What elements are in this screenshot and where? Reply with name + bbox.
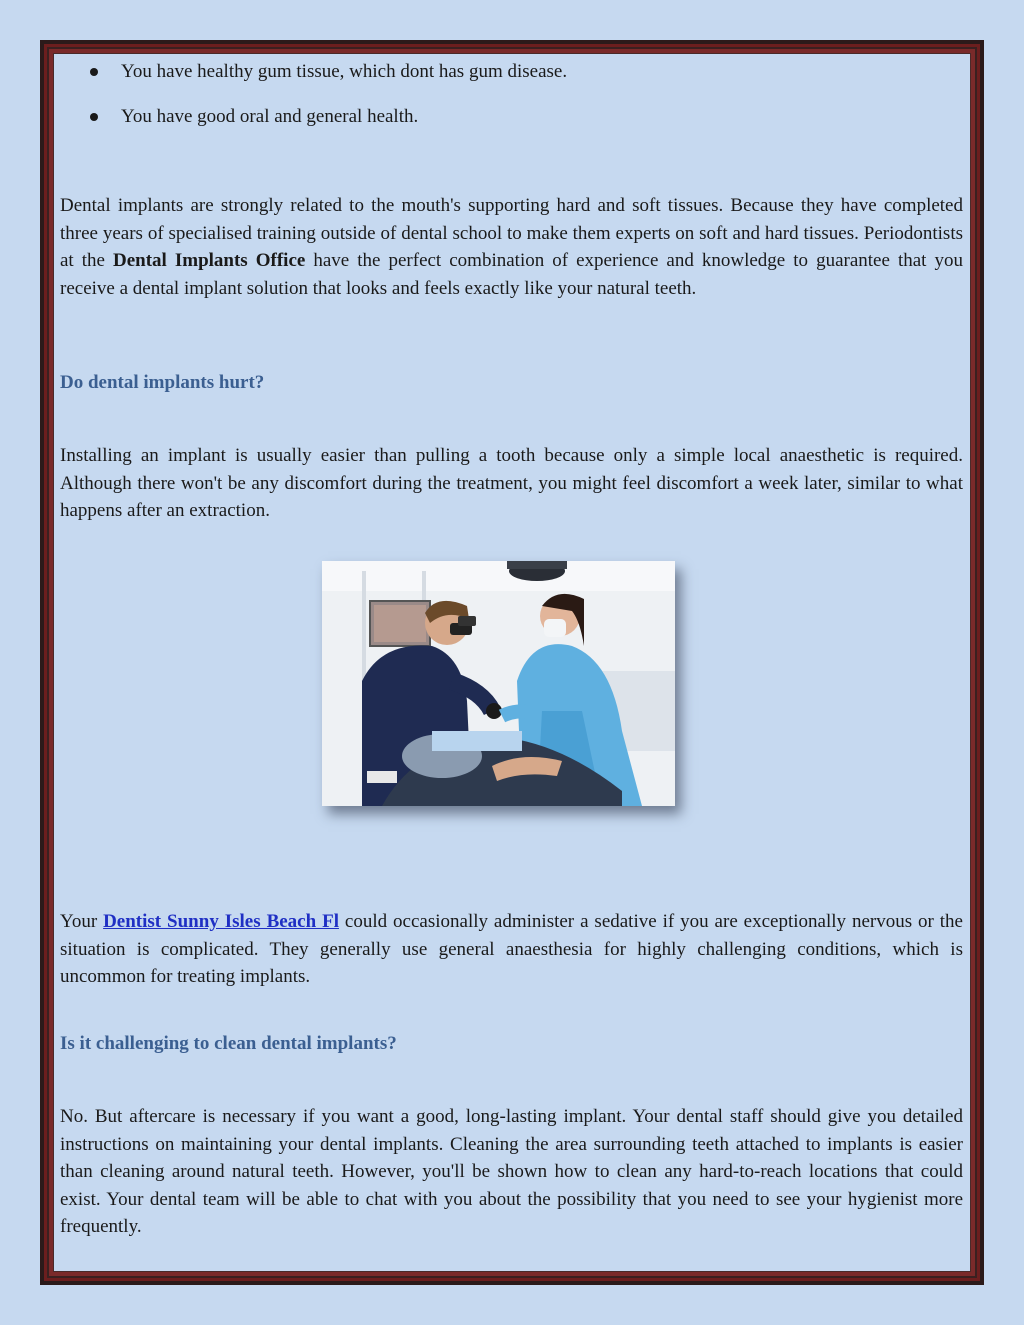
requirements-list [60,58,960,147]
heading-clean-implants: Is it challenging to clean dental implants? [60,1033,397,1054]
aftercare-paragraph: No. But aftercare is necessary if you want a good, long-lasting implant. Your dental staff should give you detailed instructions on maintaining your dental implants. Cleaning the area surrounding teeth attached to implants is easier than cleaning around natural teeth. However, you'll be shown how to clean any hard-to-reach locations that could exist. Your dental team will be able to chat with you about the possibility that you need to see your hygienist more frequently. [60,1106,963,1238]
bullet-icon [90,68,98,76]
dentist-photo [322,561,675,806]
list-item: You have good oral and general health. [60,103,960,148]
dentist-link[interactable]: Dentist Sunny Isles Beach Fl [103,911,339,932]
intro-paragraph: Dental implants are strongly related to the mouth's supporting hard and soft tissues. Because they have completed three years of specialised training outside of dental school to make them experts on soft and hard tissues. Periodontists at the Dental Implants Office have the perfect combination of experience and knowledge to guarantee that you receive a dental implant solution that looks and feels exactly like your natural teeth. [60,195,963,299]
list-item: You have healthy gum tissue, which dont has gum disease. [60,58,960,103]
heading-implants-hurt: Do dental implants hurt? [60,372,265,393]
office-name: Dental Implants Office [112,250,306,272]
hurt-paragraph: Installing an implant is usually easier than pulling a tooth because only a simple local anaesthetic is required. Although there won't be any discomfort during the treatment, you might feel discomfort a week later, similar to what happens after an extraction. [60,445,963,522]
sedation-paragraph: Your Dentist Sunny Isles Beach Fl could occasionally administer a sedative if you are exceptionally nervous or the situation is complicated. They generally use general anaesthesia for highly challenging conditions, which is uncommon for treating implants. [60,911,963,988]
bullet-icon [90,113,98,121]
